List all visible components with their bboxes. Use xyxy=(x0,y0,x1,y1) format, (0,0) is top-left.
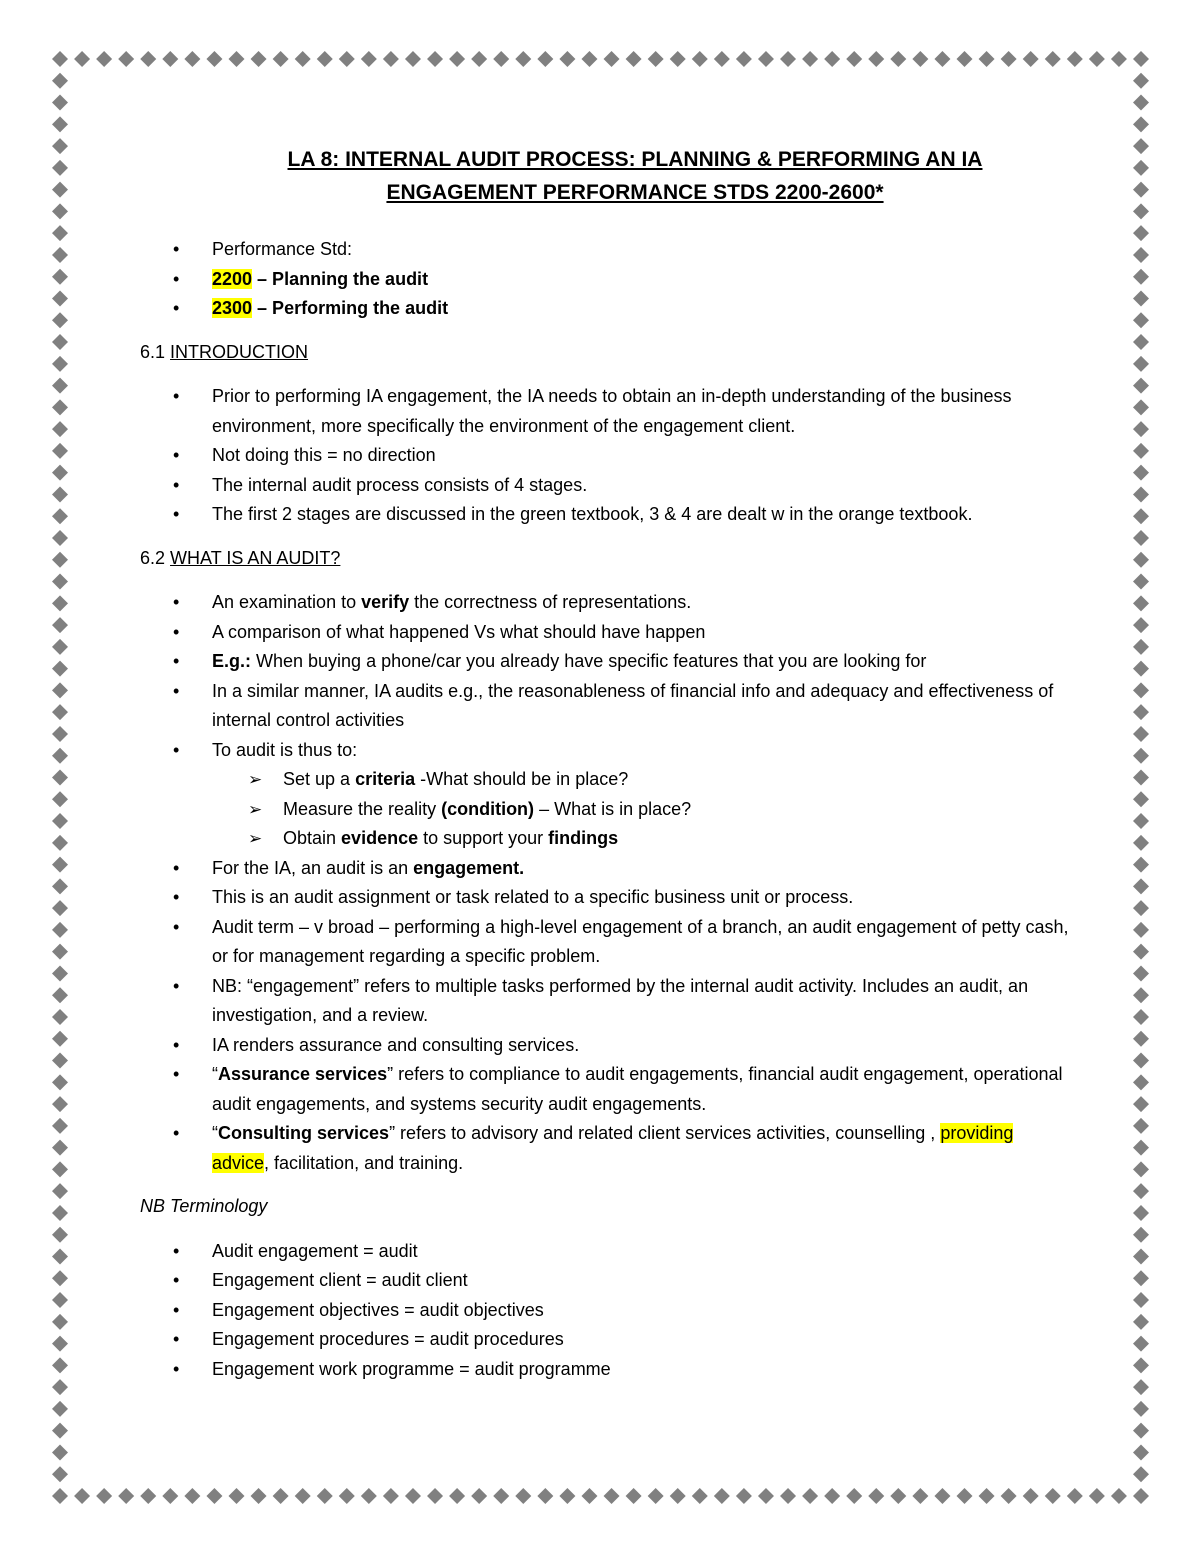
border-diamond xyxy=(1133,138,1149,154)
border-diamond xyxy=(52,1140,68,1156)
border-diamond xyxy=(52,704,68,720)
border-diamond xyxy=(626,1488,642,1504)
border-diamond xyxy=(361,1488,377,1504)
border-diamond xyxy=(1133,1140,1149,1156)
border-diamond xyxy=(52,1357,68,1373)
border-diamond xyxy=(317,51,333,67)
list-item: • Audit term – v broad – performing a high-level engagement of a branch, an audit engagement of petty cash, or for management regarding a specific problem. xyxy=(140,913,1070,972)
border-diamond xyxy=(471,51,487,67)
border-diamond xyxy=(515,51,531,67)
border-diamond xyxy=(1133,1466,1149,1482)
border-diamond xyxy=(846,51,862,67)
border-diamond xyxy=(1133,1379,1149,1395)
border-diamond xyxy=(1133,1227,1149,1243)
border-diamond xyxy=(1133,704,1149,720)
border-diamond xyxy=(1133,378,1149,394)
border-diamond xyxy=(1133,508,1149,524)
border-diamond xyxy=(1133,944,1149,960)
border-diamond xyxy=(52,813,68,829)
border-diamond xyxy=(273,1488,289,1504)
sub-list-item: ➢ Set up a criteria -What should be in place? xyxy=(212,765,1070,795)
border-diamond xyxy=(162,51,178,67)
section-heading-6-2: 6.2 WHAT IS AN AUDIT? xyxy=(140,547,341,568)
border-diamond xyxy=(1133,421,1149,437)
border-diamond xyxy=(184,51,200,67)
border-diamond xyxy=(957,1488,973,1504)
border-diamond xyxy=(52,247,68,263)
border-diamond xyxy=(52,1444,68,1460)
page-title xyxy=(140,143,1070,209)
border-diamond xyxy=(52,1074,68,1090)
border-diamond xyxy=(52,1183,68,1199)
border-diamond xyxy=(184,1488,200,1504)
list-item: • Audit engagement = audit xyxy=(140,1237,1070,1267)
border-diamond xyxy=(52,508,68,524)
border-diamond xyxy=(52,965,68,981)
border-diamond xyxy=(1133,312,1149,328)
border-diamond xyxy=(52,1161,68,1177)
border-diamond xyxy=(1133,770,1149,786)
border-diamond xyxy=(581,1488,597,1504)
border-diamond xyxy=(1133,73,1149,89)
border-diamond xyxy=(1133,748,1149,764)
border-diamond xyxy=(1133,552,1149,568)
border-diamond xyxy=(979,1488,995,1504)
border-diamond xyxy=(1089,1488,1105,1504)
border-diamond xyxy=(1133,1118,1149,1134)
border-diamond xyxy=(52,356,68,372)
list-item: • Engagement objectives = audit objectives xyxy=(140,1296,1070,1326)
border-diamond xyxy=(52,900,68,916)
border-diamond xyxy=(1133,857,1149,873)
border-diamond xyxy=(1133,1074,1149,1090)
border-diamond xyxy=(537,1488,553,1504)
border-diamond xyxy=(1133,95,1149,111)
border-diamond xyxy=(1133,922,1149,938)
border-diamond xyxy=(1133,1031,1149,1047)
border-diamond xyxy=(52,378,68,394)
border-diamond xyxy=(206,1488,222,1504)
border-diamond xyxy=(1133,1096,1149,1112)
border-diamond xyxy=(361,51,377,67)
border-diamond xyxy=(140,1488,156,1504)
border-diamond xyxy=(515,1488,531,1504)
border-diamond xyxy=(1133,530,1149,546)
border-diamond xyxy=(52,160,68,176)
border-diamond xyxy=(1133,1444,1149,1460)
border-diamond xyxy=(52,486,68,502)
title-line-1: LA 8: INTERNAL AUDIT PROCESS: PLANNING & PERFORMING AN IA xyxy=(287,148,983,171)
list-item: • In a similar manner, IA audits e.g., the reasonableness of financial info and adequacy and effectiveness of internal control activities xyxy=(140,677,1070,736)
border-diamond xyxy=(52,878,68,894)
border-diamond xyxy=(1133,182,1149,198)
border-diamond xyxy=(52,857,68,873)
border-diamond xyxy=(427,51,443,67)
border-diamond xyxy=(52,203,68,219)
border-diamond xyxy=(714,1488,730,1504)
border-diamond xyxy=(1133,682,1149,698)
border-diamond xyxy=(471,1488,487,1504)
list-item: • IA renders assurance and consulting services. xyxy=(140,1031,1070,1061)
border-diamond xyxy=(714,51,730,67)
border-diamond xyxy=(52,116,68,132)
list-item: • E.g.: When buying a phone/car you already have specific features that you are looking for xyxy=(140,647,1070,677)
list-item: • The first 2 stages are discussed in the green textbook, 3 & 4 are dealt w in the orange textbook. xyxy=(140,500,1070,530)
border-diamond xyxy=(52,987,68,1003)
border-diamond xyxy=(1001,1488,1017,1504)
sub-list xyxy=(212,765,1070,854)
sub-list-item: ➢ Measure the reality (condition) – What is in place? xyxy=(212,795,1070,825)
border-diamond xyxy=(273,51,289,67)
border-diamond xyxy=(1133,269,1149,285)
border-diamond xyxy=(162,1488,178,1504)
border-diamond xyxy=(1089,51,1105,67)
border-diamond xyxy=(1133,51,1149,67)
border-diamond xyxy=(1133,334,1149,350)
border-diamond xyxy=(52,334,68,350)
border-diamond xyxy=(1133,465,1149,481)
what-is-audit-list xyxy=(140,588,1070,1178)
border-diamond xyxy=(802,1488,818,1504)
border-diamond xyxy=(295,1488,311,1504)
border-diamond xyxy=(1045,51,1061,67)
border-diamond xyxy=(824,51,840,67)
border-diamond xyxy=(846,1488,862,1504)
border-diamond xyxy=(52,552,68,568)
border-diamond xyxy=(1133,987,1149,1003)
border-diamond xyxy=(824,1488,840,1504)
border-diamond xyxy=(493,51,509,67)
border-diamond xyxy=(1133,1292,1149,1308)
border-diamond xyxy=(979,51,995,67)
border-diamond xyxy=(1133,291,1149,307)
border-diamond xyxy=(52,138,68,154)
border-diamond xyxy=(1133,443,1149,459)
border-diamond xyxy=(890,1488,906,1504)
border-diamond xyxy=(802,51,818,67)
border-diamond xyxy=(52,1423,68,1439)
border-diamond xyxy=(52,922,68,938)
border-diamond xyxy=(52,1466,68,1482)
border-diamond xyxy=(890,51,906,67)
border-diamond xyxy=(52,748,68,764)
border-diamond xyxy=(1133,160,1149,176)
border-diamond xyxy=(1111,51,1127,67)
border-diamond xyxy=(52,726,68,742)
border-diamond xyxy=(52,835,68,851)
border-diamond xyxy=(74,51,90,67)
border-diamond xyxy=(52,399,68,415)
border-diamond xyxy=(228,51,244,67)
border-diamond xyxy=(52,465,68,481)
list-item: • To audit is thus to: ➢ Set up a criteria -What should be in place? ➢ Measure the reality (condition) – What is in place? ➢ Obtain evidence to support your findings xyxy=(140,736,1070,854)
border-diamond xyxy=(868,51,884,67)
border-diamond xyxy=(339,51,355,67)
border-diamond xyxy=(559,1488,575,1504)
border-diamond xyxy=(581,51,597,67)
border-diamond xyxy=(52,1053,68,1069)
list-item: • Not doing this = no direction xyxy=(140,441,1070,471)
border-diamond xyxy=(1133,1314,1149,1330)
border-diamond xyxy=(736,1488,752,1504)
border-diamond xyxy=(1133,813,1149,829)
border-diamond xyxy=(1133,1053,1149,1069)
border-diamond xyxy=(52,595,68,611)
title-line-2: ENGAGEMENT PERFORMANCE STDS 2200-2600* xyxy=(386,181,884,204)
border-diamond xyxy=(1133,1249,1149,1265)
list-item: • 2200 – Planning the audit xyxy=(140,265,1070,295)
border-diamond xyxy=(1133,116,1149,132)
border-diamond xyxy=(427,1488,443,1504)
border-diamond xyxy=(1133,965,1149,981)
border-diamond xyxy=(405,51,421,67)
introduction-list xyxy=(140,382,1070,530)
border-diamond xyxy=(52,1118,68,1134)
border-diamond xyxy=(52,421,68,437)
border-diamond xyxy=(405,1488,421,1504)
border-diamond xyxy=(52,1227,68,1243)
list-item: • A comparison of what happened Vs what should have happen xyxy=(140,618,1070,648)
border-diamond xyxy=(1133,791,1149,807)
border-diamond xyxy=(912,51,928,67)
border-diamond xyxy=(692,1488,708,1504)
list-item: • “Consulting services” refers to advisory and related client services activities, counselling , providing advice, facilitation, and training. xyxy=(140,1119,1070,1178)
border-diamond xyxy=(52,1096,68,1112)
border-diamond xyxy=(52,944,68,960)
border-diamond xyxy=(1133,639,1149,655)
border-diamond xyxy=(493,1488,509,1504)
border-diamond xyxy=(559,51,575,67)
border-diamond xyxy=(868,1488,884,1504)
border-diamond xyxy=(934,51,950,67)
border-diamond xyxy=(692,51,708,67)
border-diamond xyxy=(604,51,620,67)
border-diamond xyxy=(1133,356,1149,372)
border-diamond xyxy=(1133,203,1149,219)
border-diamond xyxy=(52,1205,68,1221)
border-diamond xyxy=(1001,51,1017,67)
border-diamond xyxy=(206,51,222,67)
border-diamond xyxy=(537,51,553,67)
border-diamond xyxy=(140,51,156,67)
border-diamond xyxy=(1133,595,1149,611)
border-diamond xyxy=(383,1488,399,1504)
terminology-heading: NB Terminology xyxy=(140,1196,268,1216)
border-diamond xyxy=(52,73,68,89)
border-diamond xyxy=(317,1488,333,1504)
border-diamond xyxy=(1133,1161,1149,1177)
border-diamond xyxy=(1133,1336,1149,1352)
border-diamond xyxy=(228,1488,244,1504)
border-diamond xyxy=(52,312,68,328)
border-diamond xyxy=(1133,486,1149,502)
border-diamond xyxy=(1133,1205,1149,1221)
border-diamond xyxy=(758,51,774,67)
document-page xyxy=(140,143,1070,1384)
border-diamond xyxy=(1133,661,1149,677)
intro-list xyxy=(140,235,1070,324)
border-diamond xyxy=(52,1031,68,1047)
border-diamond xyxy=(52,269,68,285)
border-diamond xyxy=(96,51,112,67)
std-code-2300: 2300 xyxy=(212,298,253,318)
border-diamond xyxy=(1111,1488,1127,1504)
border-diamond xyxy=(52,770,68,786)
border-diamond xyxy=(1133,1183,1149,1199)
border-diamond xyxy=(670,1488,686,1504)
border-diamond xyxy=(626,51,642,67)
border-diamond xyxy=(52,1401,68,1417)
border-diamond xyxy=(1133,726,1149,742)
border-diamond xyxy=(1133,1401,1149,1417)
border-diamond xyxy=(52,530,68,546)
border-diamond xyxy=(1133,247,1149,263)
border-diamond xyxy=(1133,1270,1149,1286)
border-diamond xyxy=(339,1488,355,1504)
border-diamond xyxy=(52,1314,68,1330)
list-item: • “Assurance services” refers to compliance to audit engagements, financial audit engagement, operational audit engagements, and systems security audit engagements. xyxy=(140,1060,1070,1119)
list-item: • An examination to verify the correctness of representations. xyxy=(140,588,1070,618)
border-diamond xyxy=(251,51,267,67)
border-diamond xyxy=(780,1488,796,1504)
border-diamond xyxy=(52,1488,68,1504)
list-item: • Engagement work programme = audit programme xyxy=(140,1355,1070,1385)
list-item: • For the IA, an audit is an engagement. xyxy=(140,854,1070,884)
border-diamond xyxy=(1067,1488,1083,1504)
border-diamond xyxy=(1133,617,1149,633)
border-diamond xyxy=(1133,1009,1149,1025)
border-diamond xyxy=(736,51,752,67)
border-diamond xyxy=(1133,399,1149,415)
list-item: • Prior to performing IA engagement, the IA needs to obtain an in-depth understanding of the business environment, more specifically the environment of the engagement client. xyxy=(140,382,1070,441)
border-diamond xyxy=(934,1488,950,1504)
std-code-2200: 2200 xyxy=(212,268,253,289)
list-item: • Engagement procedures = audit procedures xyxy=(140,1325,1070,1355)
border-diamond xyxy=(52,95,68,111)
border-diamond xyxy=(1133,1423,1149,1439)
border-diamond xyxy=(52,291,68,307)
section-heading-6-1: 6.1 INTRODUCTION xyxy=(140,341,309,362)
border-diamond xyxy=(52,51,68,67)
border-diamond xyxy=(1023,51,1039,67)
border-diamond xyxy=(1045,1488,1061,1504)
terminology-list xyxy=(140,1237,1070,1385)
border-diamond xyxy=(52,639,68,655)
border-diamond xyxy=(251,1488,267,1504)
border-diamond xyxy=(52,682,68,698)
border-diamond xyxy=(52,617,68,633)
border-diamond xyxy=(648,1488,664,1504)
border-diamond xyxy=(449,1488,465,1504)
border-diamond xyxy=(52,574,68,590)
list-item: • This is an audit assignment or task related to a specific business unit or process. xyxy=(140,883,1070,913)
border-diamond xyxy=(52,1270,68,1286)
list-item: • Engagement client = audit client xyxy=(140,1266,1070,1296)
highlight-providing-advice: providing advice xyxy=(212,1123,1014,1173)
border-diamond xyxy=(1133,1357,1149,1373)
border-diamond xyxy=(96,1488,112,1504)
list-item: • Performance Std: xyxy=(140,235,1070,265)
border-diamond xyxy=(957,51,973,67)
border-diamond xyxy=(912,1488,928,1504)
border-diamond xyxy=(1023,1488,1039,1504)
border-diamond xyxy=(1133,1488,1149,1504)
border-diamond xyxy=(1067,51,1083,67)
border-diamond xyxy=(449,51,465,67)
border-diamond xyxy=(1133,878,1149,894)
border-diamond xyxy=(1133,900,1149,916)
sub-list-item: ➢ Obtain evidence to support your findings xyxy=(212,824,1070,854)
border-diamond xyxy=(52,1009,68,1025)
border-diamond xyxy=(52,443,68,459)
border-diamond xyxy=(118,1488,134,1504)
border-diamond xyxy=(604,1488,620,1504)
list-item: • NB: “engagement” refers to multiple tasks performed by the internal audit activity. Includes an audit, an investigation, and a review. xyxy=(140,972,1070,1031)
border-diamond xyxy=(780,51,796,67)
border-diamond xyxy=(52,1336,68,1352)
list-item: • 2300 – Performing the audit xyxy=(140,294,1070,324)
border-diamond xyxy=(52,1379,68,1395)
border-diamond xyxy=(118,51,134,67)
border-diamond xyxy=(52,791,68,807)
border-diamond xyxy=(52,1292,68,1308)
border-diamond xyxy=(648,51,664,67)
border-diamond xyxy=(74,1488,90,1504)
border-diamond xyxy=(758,1488,774,1504)
border-diamond xyxy=(1133,225,1149,241)
border-diamond xyxy=(670,51,686,67)
border-diamond xyxy=(1133,835,1149,851)
border-diamond xyxy=(383,51,399,67)
border-diamond xyxy=(52,661,68,677)
border-diamond xyxy=(52,1249,68,1265)
border-diamond xyxy=(1133,574,1149,590)
border-diamond xyxy=(52,182,68,198)
border-diamond xyxy=(295,51,311,67)
border-diamond xyxy=(52,225,68,241)
list-item: • The internal audit process consists of 4 stages. xyxy=(140,471,1070,501)
